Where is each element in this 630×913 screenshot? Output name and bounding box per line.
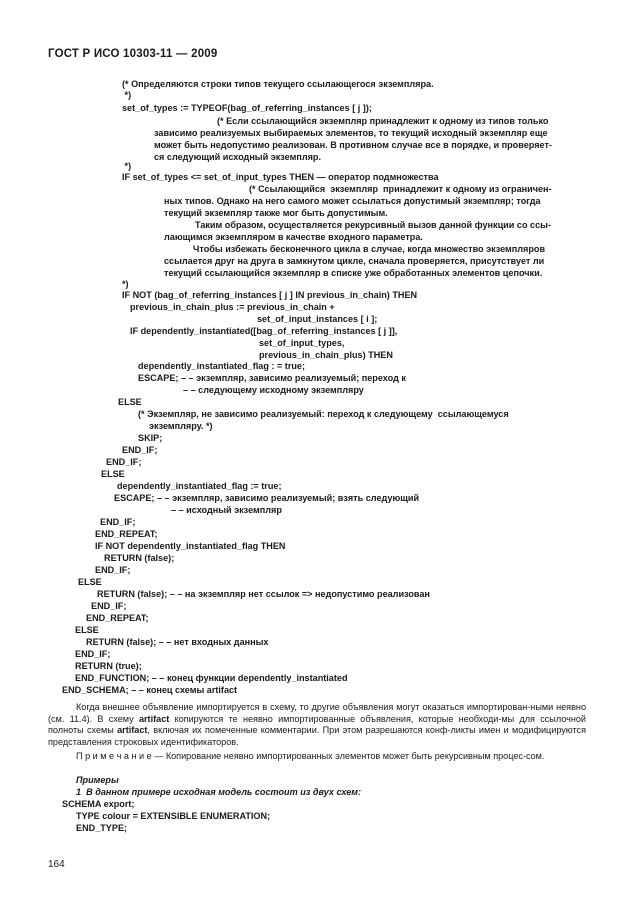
code-line: END_FUNCTION; – – конец функции dependently_instantiated (75, 673, 348, 683)
code-line: END_IF; (75, 649, 111, 659)
code-line: может быть недопустимо реализован. В противном случае все в порядке, и проверяет- (154, 140, 552, 150)
code-line: ся следующий исходный экземпляр. (154, 152, 321, 162)
paragraph-text: , включая их помеченные комментарии. При этом разрешаются конф-ликты имен и модифицируются представления строковых идентификаторов. (48, 725, 586, 747)
code-line: ссылается друг на друга в замкнутом цикле, сначала проверяется, присутствует ли (164, 256, 545, 266)
code-line: экземпляру. *) (149, 421, 213, 431)
code-line: ELSE (75, 625, 99, 635)
code-line: – – исходный экземпляр (171, 505, 282, 515)
code-line: TYPE colour = EXTENSIBLE ENUMERATION; (76, 811, 271, 821)
code-line: (* Экземпляр, не зависимо реализуемый: переход к следующему ссылающемуся (138, 409, 509, 419)
example-caption: 1 В данном примере исходная модель состоит из двух схем: (76, 787, 362, 797)
code-line: ESCAPE; – – экземпляр, зависимо реализуемый; взять следующий (114, 493, 420, 503)
code-line: ESCAPE; – – экземпляр, зависимо реализуемый; переход к (138, 373, 406, 383)
code-line: RETURN (false); – – на экземпляр нет ссылок => недопустимо реализован (97, 589, 430, 599)
code-line: END_IF; (100, 517, 136, 527)
schema-name: artifact (117, 725, 148, 736)
code-line: IF dependently_instantiated([bag_of_referring_instances [ j ]], (130, 326, 398, 336)
code-line: RETURN (true); (75, 661, 142, 671)
code-line: IF set_of_types <= set_of_input_types THEN — оператор подмножества (122, 172, 439, 182)
code-line: Чтобы избежать бесконечного цикла в случае, когда множество экземпляров (193, 244, 546, 254)
code-line: зависимо реализуемых выбираемых элементов, то текущий исходный экземпляр еще (154, 128, 548, 138)
code-line: SCHEMA export; (62, 799, 135, 809)
body-paragraph (48, 702, 586, 748)
schema-name: artifact (138, 713, 170, 724)
code-line: (* Если ссылающийся экземпляр принадлежит к одному из типов только (217, 116, 549, 126)
code-line: END_REPEAT; (95, 529, 158, 539)
code-line: *) (122, 161, 132, 171)
code-line: END_IF; (95, 565, 131, 575)
code-line: – – следующему исходному экземпляру (183, 385, 364, 395)
code-line: RETURN (false); – – нет входных данных (86, 637, 269, 647)
code-line: END_REPEAT; (86, 613, 149, 623)
code-line: set_of_types := TYPEOF(bag_of_referring_instances [ j ]); (122, 103, 372, 113)
paragraph-text: копируются те неявно импортированные объявления, которые необходи-мы для ссылочной полноты схемы (48, 713, 586, 736)
code-line: ELSE (118, 397, 142, 407)
code-line: END_IF; (122, 445, 158, 455)
code-line: *) (122, 90, 132, 100)
code-line: SKIP; (138, 433, 163, 443)
code-line: set_of_input_types, (259, 338, 345, 348)
code-line: ных типов. Однако на него самого может ссылаться допустимый экземпляр; тогда (164, 196, 541, 206)
code-line: END_IF; (106, 457, 142, 467)
code-line: ELSE (78, 577, 102, 587)
code-line: текущий экземпляр также мог быть допустимым. (164, 208, 388, 218)
code-line: set_of_input_instances [ i ]; (257, 314, 378, 324)
examples-heading: Примеры (76, 775, 119, 785)
note-text: П р и м е ч а н и е — Копирование неявно импортированных элементов может быть рекурсивным процес-сом. (76, 751, 545, 761)
code-line: Таким образом, осуществляется рекурсивный вызов данной функции со ссы- (195, 220, 551, 230)
paragraph-text: Когда внешнее объявление импортируется в схему, то другие объявления могут оказаться импортирован-ными неявно (см. 11.4). В схему (48, 702, 586, 724)
code-line: END_TYPE; (76, 823, 128, 833)
code-line: END_SCHEMA; – – конец схемы artifact (62, 685, 238, 695)
document-header: ГОСТ Р ИСО 10303-11 — 2009 (48, 48, 218, 60)
code-line: previous_in_chain_plus := previous_in_chain + (130, 302, 335, 312)
code-line: лающимся экземпляром в качестве входного параметра. (164, 232, 423, 242)
code-line: (* Определяются строки типов текущего ссылающегося экземпляра. (122, 79, 434, 89)
code-line: ELSE (101, 469, 125, 479)
code-line: dependently_instantiated_flag : = true; (138, 361, 305, 371)
note (48, 751, 586, 763)
code-line: dependently_instantiated_flag := true; (117, 481, 282, 491)
code-line: RETURN (false); (104, 553, 175, 563)
code-line: IF NOT dependently_instantiated_flag THEN (95, 541, 286, 551)
code-line: *) (122, 279, 129, 289)
page-number: 164 (48, 859, 65, 870)
code-line: (* Ссылающийся экземпляр принадлежит к одному из ограничен- (249, 184, 552, 194)
code-line: END_IF; (91, 601, 127, 611)
code-line: IF NOT (bag_of_referring_instances [ j ] IN previous_in_chain) THEN (122, 290, 418, 300)
code-line: previous_in_chain_plus) THEN (259, 350, 393, 360)
code-line: текущий ссылающийся экземпляр в списке уже обработанных элементов цепочки. (164, 268, 543, 278)
